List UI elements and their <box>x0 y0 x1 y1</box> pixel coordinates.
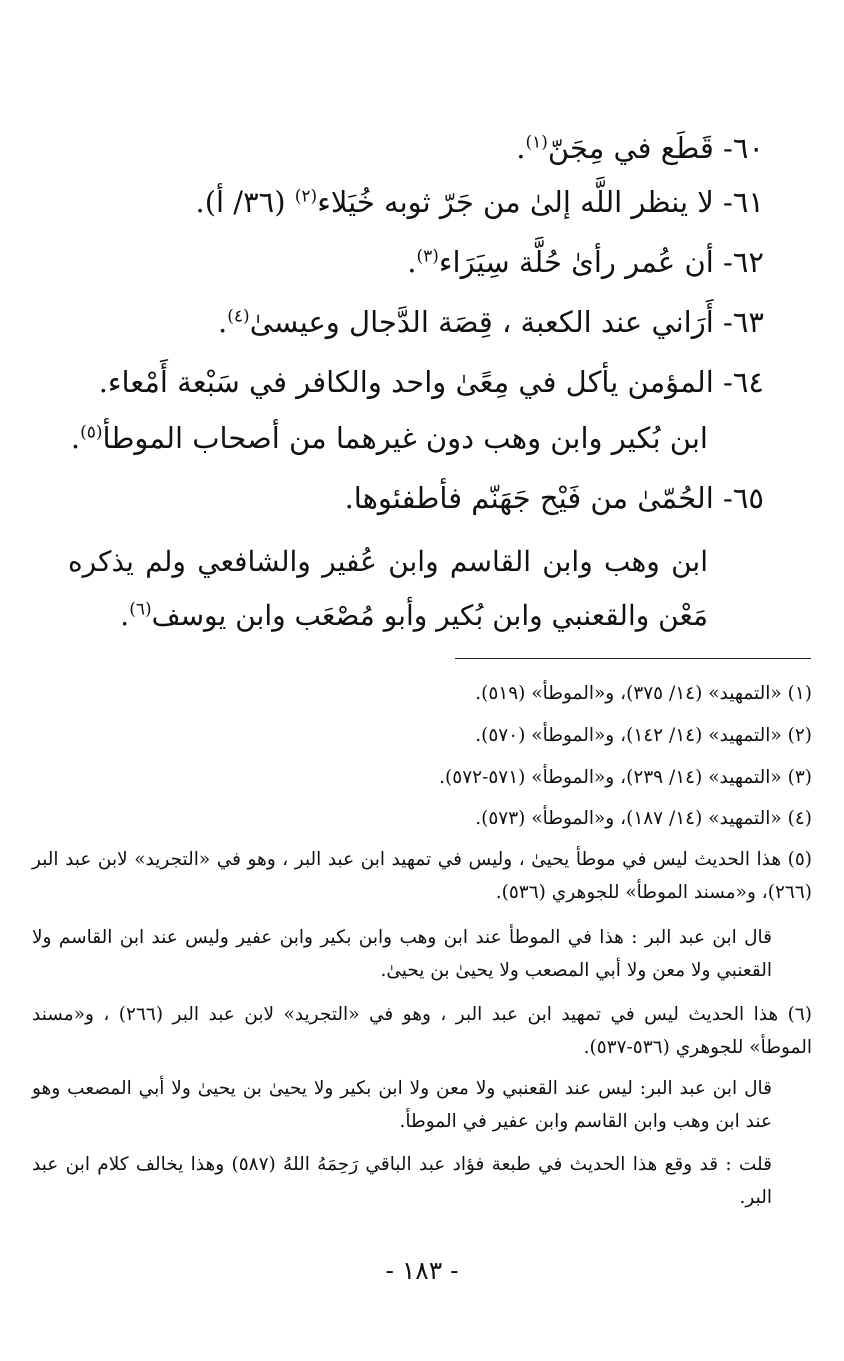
footnote-6-comment: قال ابن عبد البر: ليس عند القعنبي ولا معن ولا ابن بكير ولا يحيىٰ بن يحيىٰ ولا أبي المصعب وهو عند ابن وهب وابن القاسم وابن عفير في الموطأ. <box>32 1078 772 1132</box>
footnote-6: (٦) هذا الحديث ليس في تمهيد ابن عبد البر ، وهو في «التجريد» لابن عبد البر (٢٦٦) ، و«مسند الموطأ» للجوهري (٥٣٦-٥٣٧). <box>32 1004 812 1058</box>
hadith-64 <box>64 362 764 402</box>
footnote-ref: (١) <box>525 132 548 153</box>
hadith-text: قَطَع في مِجَنّ <box>547 131 714 165</box>
footnote-divider <box>455 658 811 659</box>
hadith-number: ٦٥- <box>723 481 764 515</box>
hadith-number: ٦٢- <box>723 245 764 279</box>
narrator-note-64: ابن بُكير وابن وهب دون غيرهما من أصحاب الموطأ$^{(٥)}$. <box>70 421 708 455</box>
note-text: ابن بُكير وابن وهب دون غيرهما من أصحاب الموطأ <box>102 421 708 455</box>
hadith-number: ٦٣- <box>723 305 764 339</box>
hadith-61: ٦١- لا ينظر اللَّه إلىٰ من جَرّ ثوبه خُيَلاء$^{(٢)}$ (٣٦/ أ). <box>195 185 764 219</box>
footnote-4: (٤) «التمهيد» (١٤/ ١٨٧)، و«الموطأ» (٥٧٣). <box>475 808 812 829</box>
hadith-text: أَرَاني عند الكعبة ، قِصَة الدَّجال وعيسىٰ <box>249 305 714 339</box>
footnote-ref: (٣) <box>416 246 439 267</box>
hadith-60: ٦٠- قَطَع في مِجَنّ$^{(١)}$. <box>516 131 764 165</box>
footnote-6-remark: قلت : قد وقع هذا الحديث في طبعة فؤاد عبد الباقي رَحِمَهُ اللهُ (٥٨٧) وهذا يخالف كلام ابن عبد البر. <box>32 1154 772 1208</box>
footnote-ref: (٢) <box>294 186 318 207</box>
footnote-ref: (٦) <box>129 599 152 620</box>
footnote-5-comment: قال ابن عبد البر : هذا في الموطأ عند ابن وهب وابن بكير وابن عفير وليس عند ابن القاسم ولا القعنبي ولا معن ولا أبي المصعب ولا يحيىٰ بن يحيىٰ. <box>32 927 772 981</box>
hadith-63: ٦٣- أَرَاني عند الكعبة ، قِصَة الدَّجال وعيسىٰ$^{(٤)}$. <box>218 305 764 339</box>
footnote-ref: (٥) <box>80 422 103 443</box>
narrator-note-65: ابن وهب وابن القاسم وابن عُفير والشافعي ولم يذكره مَعْن والقعنبي وابن بُكير وأبو مُصْعَب وابن يوسف$^{(٦)}$. <box>68 545 708 632</box>
hadith-number: ٦١- <box>723 185 764 219</box>
hadith-text: المؤمن يأكل في مِعًىٰ واحد والكافر في سَبْعة أَمْعاء. <box>98 365 714 399</box>
page-number: - ١٨٣ - <box>385 1256 459 1285</box>
footnote-2: (٢) «التمهيد» (١٤/ ١٤٢)، و«الموطأ» (٥٧٠). <box>475 725 812 746</box>
footnote-1: (١) «التمهيد» (١٤/ ٣٧٥)، و«الموطأ» (٥١٩). <box>475 683 812 704</box>
hadith-62: ٦٢- أن عُمر رأىٰ حُلَّة سِيَرَاء$^{(٣)}$. <box>407 245 764 279</box>
hadith-65 <box>64 478 764 518</box>
hadith-number: ٦٤- <box>723 365 764 399</box>
hadith-text: أن عُمر رأىٰ حُلَّة سِيَرَاء <box>438 245 714 279</box>
hadith-text: الحُمّىٰ من فَيْح جَهَنّم فأطفئوها. <box>344 481 714 515</box>
footnote-3: (٣) «التمهيد» (١٤/ ٢٣٩)، و«الموطأ» (٥٧١-٥٧٢). <box>439 767 812 788</box>
footnote-ref: (٤) <box>227 306 250 327</box>
footnote-5: (٥) هذا الحديث ليس في موطأ يحيىٰ ، وليس في تمهيد ابن عبد البر ، وهو في «التجريد» لابن عبد البر (٢٦٦)، و«مسند الموطأ» للجوهري (٥٣٦). <box>32 849 812 903</box>
hadith-text: لا ينظر اللَّه إلىٰ من جَرّ ثوبه خُيَلاء <box>317 185 714 219</box>
hadith-number: ٦٠- <box>723 131 764 165</box>
note-text: ابن وهب وابن القاسم وابن عُفير والشافعي ولم يذكره مَعْن والقعنبي وابن بُكير وأبو مُصْعَب وابن يوسف <box>68 545 708 632</box>
